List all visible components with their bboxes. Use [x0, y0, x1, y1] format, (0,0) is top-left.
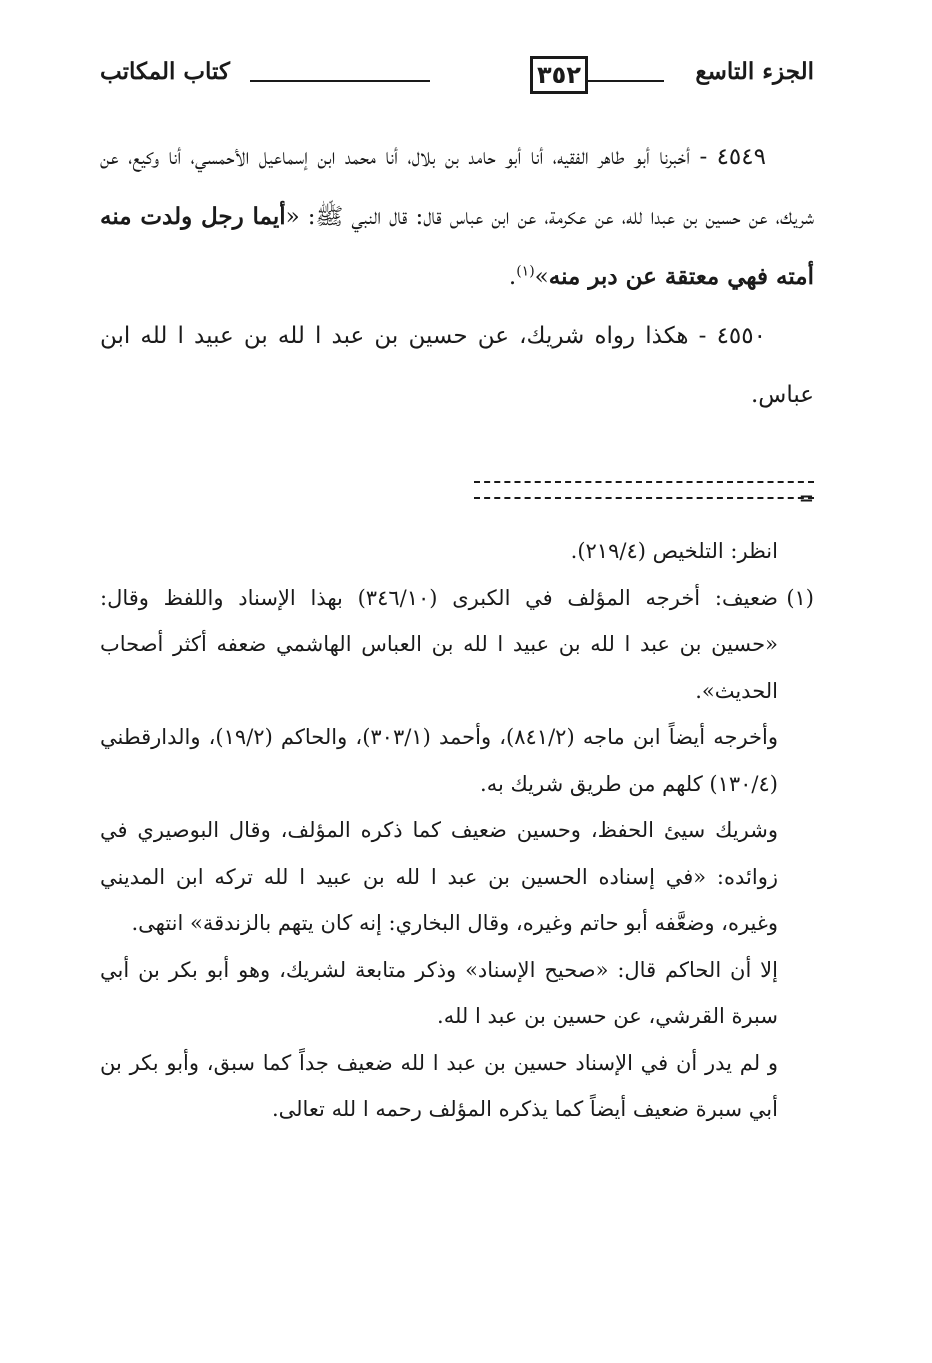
footnote-1-para-1: ضعيف: أخرجه المؤلف في الكبرى (٣٤٦/١٠) بهذا الإسناد واللفظ وقال: «حسين بن عبد ا لله بن عبيد ا لله بن العباس الهاشمي ضعفه أكثر أصحاب الحديث».	[100, 585, 778, 703]
hadith-4549-isnad: ٤٥٤٩ - أخبرنا أبو طاهر الفقيه، أنا أبو حامد بن بلال، أنا محمد ابن إسماعيل الأحمسي، أنا وكيع، عن شريك، عن حسين بن عبدا لله، عن عكرمة، عن ابن عباس قال: قال النبي ﷺ: «	[100, 144, 814, 230]
footnote-1-number: (١)	[786, 585, 814, 610]
footnotes	[100, 528, 814, 1133]
quote-close: »	[534, 264, 549, 290]
header-rule-right	[588, 80, 664, 82]
header-rule-left	[250, 80, 430, 82]
footnote-1-para-4: إلا أن الحاكم قال: «صحيح الإسناد» وذكر متابعة لشريك، وهو أبو بكر بن أبي سبرة القرشي، عن حسين بن عبد ا لله.	[100, 957, 778, 1028]
footnote-1-para-3: وشريك سيئ الحفظ، وحسين ضعيف كما ذكره المؤلف، وقال البوصيري في زوائده: «في إسناده الحسين بن عبد ا لله بن عبيد ا لله تركه ابن المديني وغيره، وضعَّفه أبو حاتم وغيره، وقال البخاري: إنه كان يتهم بالزندقة» انتهى.	[100, 818, 778, 935]
volume-title: الجزء التاسع	[695, 58, 814, 85]
main-text	[100, 128, 814, 425]
footnote-separator-second	[474, 497, 814, 499]
footnote-1-para-5: و لم يدر أن في الإسناد حسين بن عبد ا لله ضعيف جداً كما سبق، وأبو بكر بن أبي سبرة ضعيف أيضاً كما يذكره المؤلف رحمه ا لله تعالى.	[100, 1050, 778, 1121]
chapter-title: كتاب المكاتب	[100, 58, 230, 85]
running-header	[100, 52, 814, 98]
hadith-4549	[100, 128, 814, 307]
separator-mark: =	[798, 488, 814, 509]
footnote-1-para-2: وأخرجه أيضاً ابن ماجه (٨٤١/٢)، وأحمد (٣٠٣/١)، والحاكم (١٩/٢)، والدارقطني (١٣٠/٤) كلهم من طريق شريك به.	[100, 725, 778, 796]
page-number-box: ٣٥٢	[530, 56, 588, 94]
footnote-ref-talkhis: انظر: التلخيص (٢١٩/٤).	[570, 539, 778, 563]
hadith-4550: ٤٥٥٠ - هكذا رواه شريك، عن حسين بن عبد ا لله بن عبيد ا لله ابن عباس.	[100, 323, 814, 408]
footnote-1	[100, 575, 814, 715]
period: .	[508, 264, 517, 290]
hadith-4549-matn: أيما رجل ولدت منه أمته فهي معتقة عن دبر منه	[100, 203, 814, 290]
footnote-ref-1[interactable]: (١)	[516, 263, 535, 280]
footnote-separator	[474, 481, 814, 483]
